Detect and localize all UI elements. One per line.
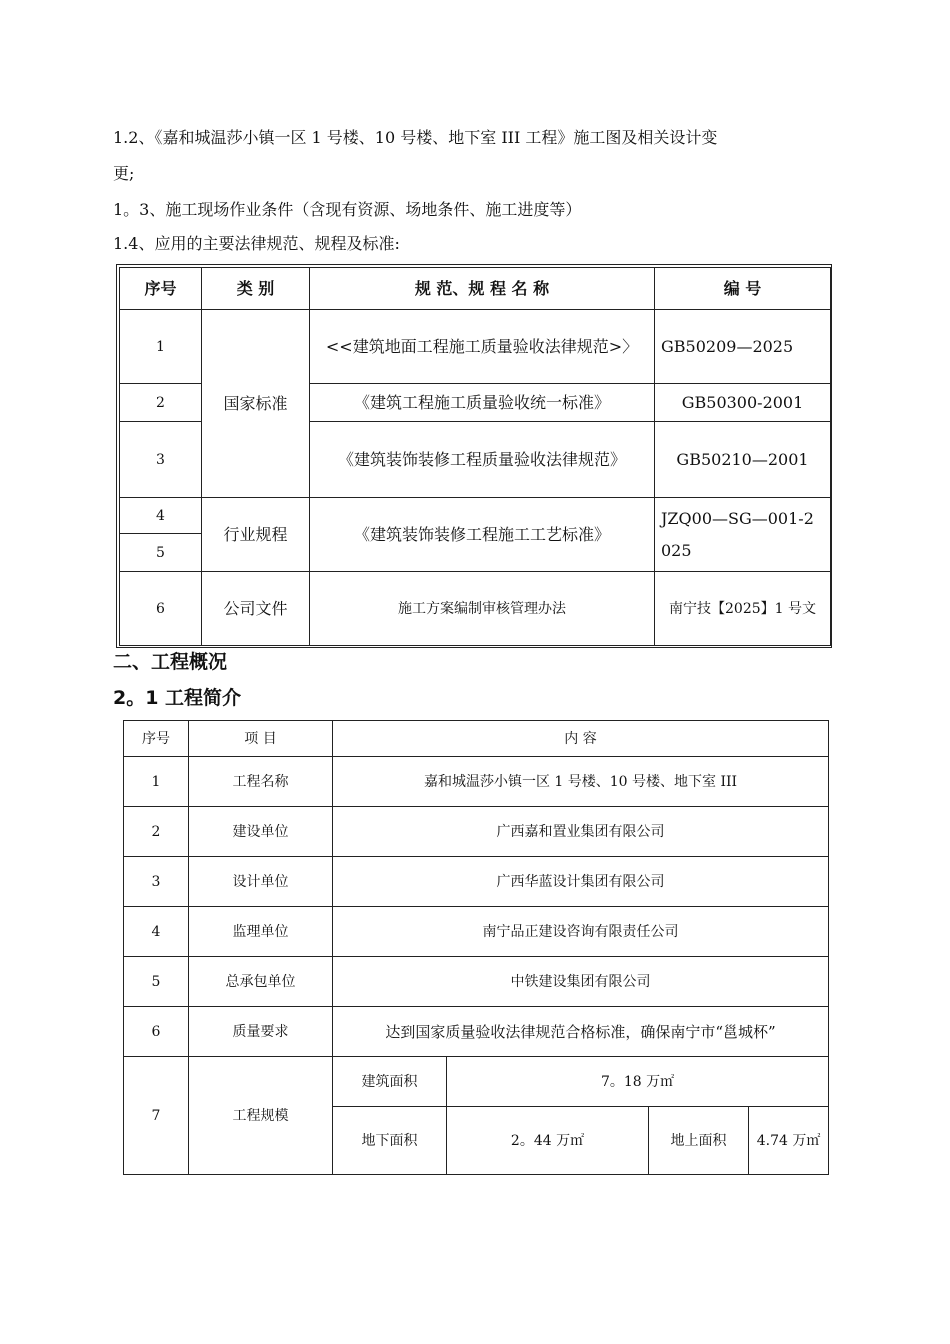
section-heading-2-1: 2。1 工程简介 xyxy=(113,687,242,709)
standard-code: GB50209—2025 xyxy=(655,310,831,384)
table-row xyxy=(124,807,829,857)
standard-name: 施工方案编制审核管理办法 xyxy=(310,572,655,646)
standard-name: 《建筑装饰装修工程质量验收法律规范》 xyxy=(310,422,655,498)
header-content: 内 容 xyxy=(333,721,829,757)
aboveground-area-value: 4.74 万㎡ xyxy=(749,1107,829,1175)
standard-code: GB50300-2001 xyxy=(655,384,831,422)
row-content: 南宁品正建设咨询有限责任公司 xyxy=(333,907,829,957)
row-item: 总承包单位 xyxy=(189,957,333,1007)
row-content: 广西华蓝设计集团有限公司 xyxy=(333,857,829,907)
standard-name: 《建筑装饰装修工程施工工艺标准》 xyxy=(310,498,655,572)
paragraph-1-3: 1。3、施工现场作业条件（含现有资源、场地条件、施工进度等） xyxy=(113,200,582,219)
table-row xyxy=(124,1007,829,1057)
row-no: 6 xyxy=(124,1007,189,1057)
row-no: 1 xyxy=(120,310,202,384)
standard-code: GB50210—2001 xyxy=(655,422,831,498)
table-row xyxy=(124,857,829,907)
standard-code: 南宁技【2025】1 号文 xyxy=(655,572,831,646)
table-row xyxy=(120,572,831,646)
header-item: 项 目 xyxy=(189,721,333,757)
section-heading-2: 二、工程概况 xyxy=(113,651,228,673)
table-row xyxy=(124,1057,829,1107)
aboveground-area-label: 地上面积 xyxy=(649,1107,749,1175)
category-company: 公司文件 xyxy=(202,572,310,646)
row-no: 2 xyxy=(120,384,202,422)
row-no: 6 xyxy=(120,572,202,646)
row-no: 5 xyxy=(124,957,189,1007)
table-row xyxy=(124,757,829,807)
table-row xyxy=(124,907,829,957)
category-industry: 行业规程 xyxy=(202,498,310,572)
standard-code: JZQ00—SG—001-2025 xyxy=(655,498,831,572)
category-national: 国家标准 xyxy=(202,310,310,498)
overview-table xyxy=(123,720,829,1175)
standards-table xyxy=(119,267,831,646)
table-header-row xyxy=(120,268,831,310)
table-row xyxy=(120,310,831,384)
row-item: 工程名称 xyxy=(189,757,333,807)
header-code: 编 号 xyxy=(655,268,831,310)
row-no: 7 xyxy=(124,1057,189,1175)
row-no: 3 xyxy=(120,422,202,498)
row-item: 质量要求 xyxy=(189,1007,333,1057)
standard-name: <<建筑地面工程施工质量验收法律规范>〉 xyxy=(310,310,655,384)
row-no: 2 xyxy=(124,807,189,857)
row-content: 达到国家质量验收法律规范合格标准，确保南宁市“邕城杯” xyxy=(333,1007,829,1057)
paragraph-1-2-line2: 更; xyxy=(113,164,135,183)
total-area-value: 7。18 万㎡ xyxy=(447,1057,829,1107)
header-name: 规 范、规 程 名 称 xyxy=(310,268,655,310)
row-no: 4 xyxy=(124,907,189,957)
total-area-label: 建筑面积 xyxy=(333,1057,447,1107)
row-no: 1 xyxy=(124,757,189,807)
table-header-row xyxy=(124,721,829,757)
table-row xyxy=(120,498,831,534)
underground-area-value: 2。44 万㎡ xyxy=(447,1107,649,1175)
row-no: 4 xyxy=(120,498,202,534)
row-content: 嘉和城温莎小镇一区 1 号楼、10 号楼、地下室 III xyxy=(333,757,829,807)
row-item: 工程规模 xyxy=(189,1057,333,1175)
row-item: 建设单位 xyxy=(189,807,333,857)
row-no: 3 xyxy=(124,857,189,907)
row-no: 5 xyxy=(120,534,202,572)
row-item: 监理单位 xyxy=(189,907,333,957)
row-item: 设计单位 xyxy=(189,857,333,907)
header-category: 类 别 xyxy=(202,268,310,310)
underground-area-label: 地下面积 xyxy=(333,1107,447,1175)
header-no: 序号 xyxy=(124,721,189,757)
standard-name: 《建筑工程施工质量验收统一标准》 xyxy=(310,384,655,422)
table-row xyxy=(124,957,829,1007)
paragraph-1-4: 1.4、应用的主要法律规范、规程及标准: xyxy=(113,234,400,253)
header-no: 序号 xyxy=(120,268,202,310)
paragraph-1-2-line1: 1.2、《嘉和城温莎小镇一区 1 号楼、10 号楼、地下室 III 工程》施工图及相关设计变 xyxy=(113,128,718,147)
row-content: 中铁建设集团有限公司 xyxy=(333,957,829,1007)
row-content: 广西嘉和置业集团有限公司 xyxy=(333,807,829,857)
